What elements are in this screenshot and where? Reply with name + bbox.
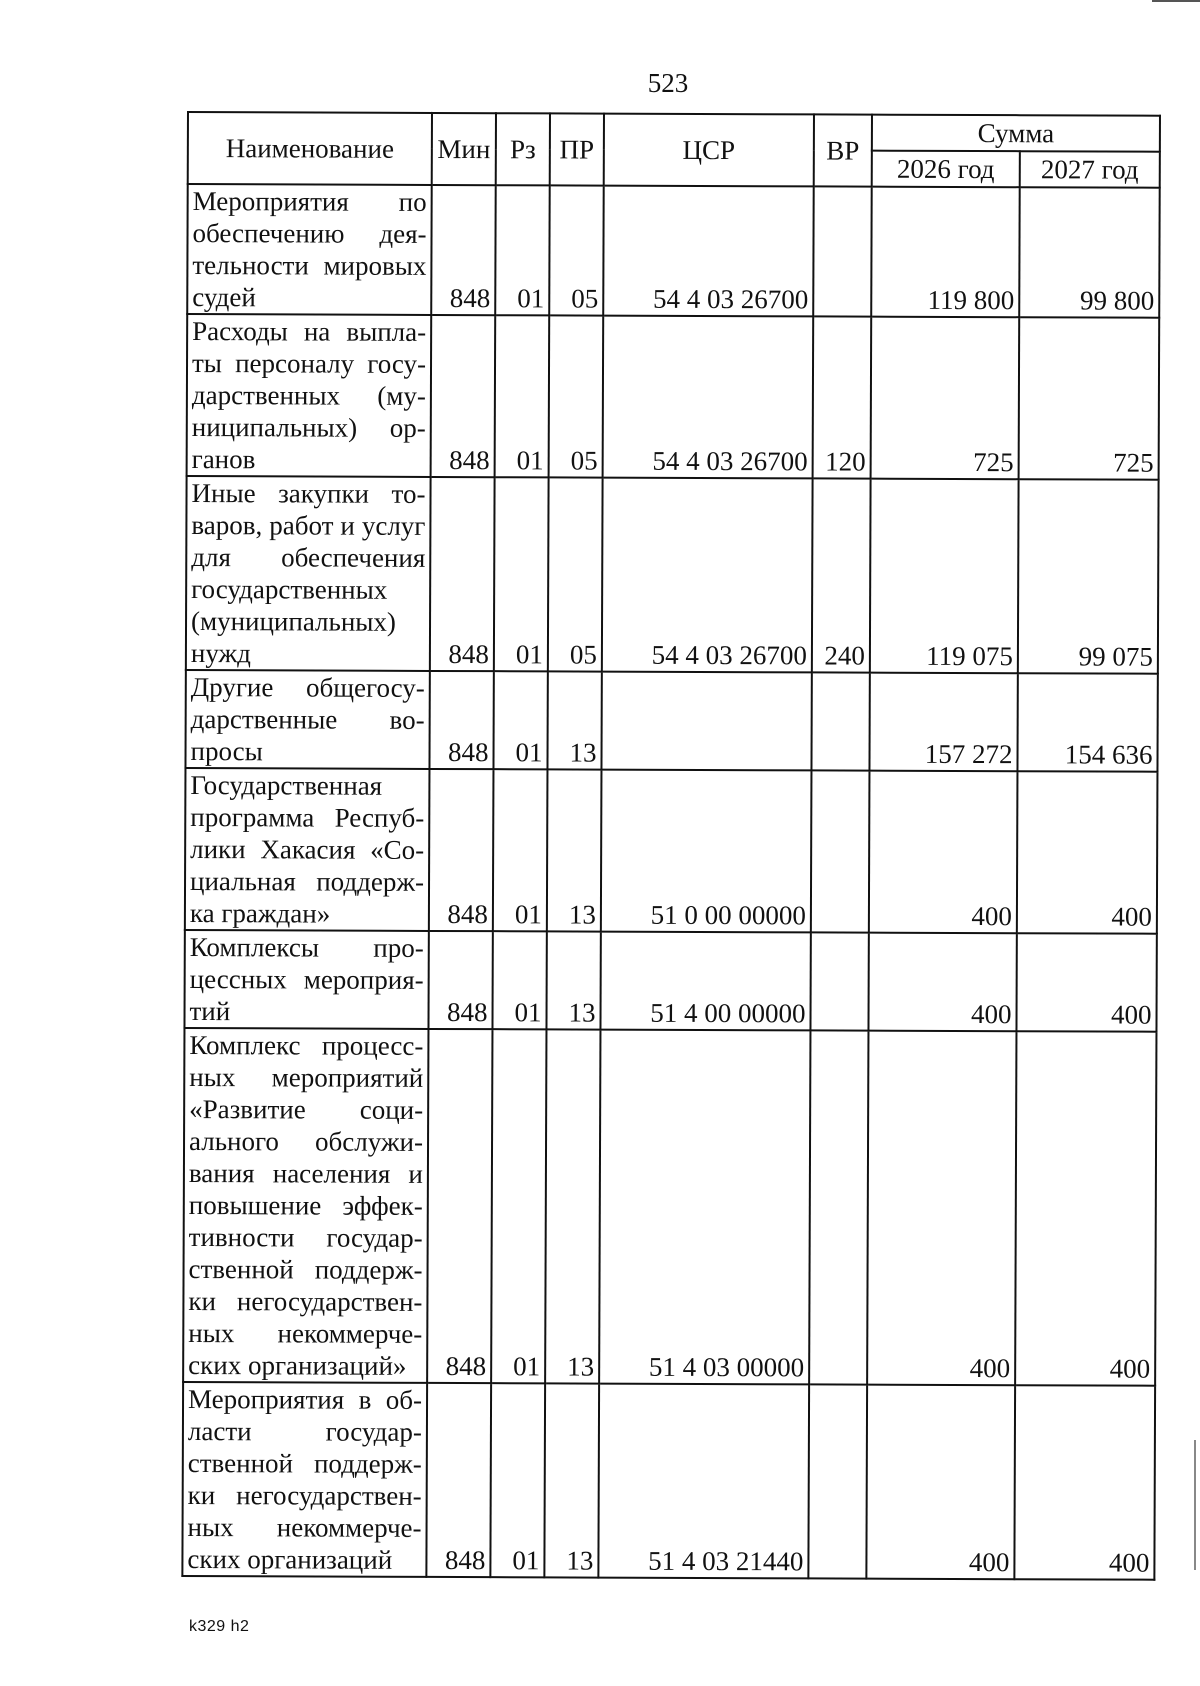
cell-pr: 13 — [545, 1029, 600, 1383]
cell-name: Мероприятия в области государственной поддержки негосударственных некоммерческих организаций — [182, 1382, 427, 1577]
table-row — [185, 768, 1158, 934]
cell-csr: 54 4 03 26700 — [603, 186, 813, 317]
header-sum: Сумма — [872, 115, 1160, 152]
cell-sum-2027: 400 — [1014, 1385, 1155, 1580]
cell-min: 848 — [430, 477, 495, 671]
cell-sum-2027: 725 — [1019, 317, 1160, 480]
header-year-2026: 2026 год — [872, 151, 1020, 188]
cell-min: 848 — [427, 1029, 492, 1383]
header-pr: ПР — [550, 113, 604, 185]
scan-edge-mark — [1152, 0, 1200, 3]
cell-sum-2027: 400 — [1017, 771, 1158, 934]
cell-sum-2026: 400 — [868, 933, 1016, 1032]
page-number: 523 — [647, 68, 689, 98]
cell-csr: 51 0 00 00000 — [601, 770, 812, 933]
cell-sum-2026: 400 — [867, 1031, 1016, 1386]
cell-sum-2026: 400 — [869, 771, 1018, 934]
cell-sum-2026: 157 272 — [869, 673, 1017, 772]
table-header — [188, 112, 1160, 188]
cell-pr: 05 — [549, 315, 604, 477]
table-row — [187, 184, 1160, 318]
cell-vr — [811, 770, 870, 932]
cell-rz: 01 — [491, 1029, 546, 1383]
cell-min: 848 — [429, 769, 494, 931]
scan-edge-mark-right — [1194, 1440, 1196, 1570]
header-name: Наименование — [188, 112, 432, 185]
cell-name: Иные закупки товаров, работ и услуг для обеспечения государственных (муниципальных) нужд — [186, 476, 431, 671]
cell-rz: 01 — [492, 931, 546, 1029]
table-body — [182, 184, 1159, 1580]
cell-pr: 13 — [547, 769, 602, 931]
cell-csr — [601, 672, 811, 771]
cell-pr: 13 — [544, 1383, 599, 1577]
footer-code: k329 h2 — [189, 1618, 250, 1635]
cell-csr: 54 4 03 26700 — [602, 478, 813, 673]
budget-table — [181, 111, 1161, 1581]
cell-name: Другие общегосударственные вопросы — [185, 670, 429, 769]
cell-min: 848 — [428, 931, 492, 1029]
table-row — [183, 1028, 1156, 1386]
cell-rz: 01 — [490, 1383, 545, 1577]
header-min: Мин — [432, 113, 496, 185]
cell-csr: 54 4 03 26700 — [603, 316, 814, 479]
table-row — [182, 1382, 1155, 1580]
table-row — [184, 930, 1156, 1032]
cell-sum-2026: 119 075 — [870, 479, 1019, 674]
header-csr: ЦСР — [604, 114, 814, 187]
table-row — [187, 314, 1160, 480]
cell-rz: 01 — [493, 769, 548, 931]
header-vr: ВР — [814, 114, 872, 186]
cell-sum-2026: 725 — [871, 317, 1020, 480]
cell-rz: 01 — [494, 477, 549, 671]
header-year-2027: 2027 год — [1020, 151, 1160, 188]
cell-min: 848 — [431, 315, 496, 477]
cell-pr: 05 — [548, 477, 603, 671]
header-rz: Рз — [496, 113, 550, 185]
cell-rz: 01 — [495, 315, 550, 477]
cell-sum-2026: 119 800 — [871, 187, 1019, 318]
cell-vr — [808, 1384, 867, 1578]
cell-pr: 13 — [546, 931, 600, 1029]
cell-name: Комплексы процессных мероприятий — [184, 930, 428, 1029]
table-row — [185, 670, 1157, 772]
cell-name: Комплекс процессных мероприятий «Развитие социального обслуживания населения и повышение эффективности государственной поддержки негосударственных некоммерческих организаций» — [183, 1028, 428, 1383]
cell-vr — [811, 672, 869, 770]
cell-vr — [810, 932, 868, 1030]
cell-name: Мероприятия по обеспечению деятельности мировых судей — [187, 184, 431, 315]
cell-name: Расходы на выплаты персоналу государственных (муниципальных) органов — [187, 314, 432, 477]
cell-vr — [809, 1030, 868, 1384]
cell-csr: 51 4 03 21440 — [598, 1384, 809, 1579]
cell-min: 848 — [426, 1383, 491, 1577]
cell-sum-2027: 400 — [1015, 1031, 1156, 1386]
cell-sum-2026: 400 — [866, 1385, 1015, 1580]
cell-vr: 240 — [812, 478, 871, 672]
cell-sum-2027: 99 800 — [1019, 187, 1160, 318]
cell-csr: 51 4 00 00000 — [600, 932, 810, 1031]
cell-sum-2027: 400 — [1016, 933, 1156, 1032]
cell-min: 848 — [429, 671, 493, 769]
cell-pr: 05 — [549, 185, 603, 315]
cell-vr: 120 — [813, 316, 872, 478]
cell-min: 848 — [431, 185, 495, 315]
cell-pr: 13 — [547, 671, 601, 769]
table-row — [186, 476, 1159, 674]
cell-name: Государственная программа Республики Хакасия «Социальная поддержка граждан» — [185, 768, 430, 931]
cell-sum-2027: 99 075 — [1018, 479, 1159, 674]
cell-sum-2027: 154 636 — [1017, 673, 1157, 772]
cell-csr: 51 4 03 00000 — [599, 1030, 810, 1385]
cell-rz: 01 — [495, 185, 549, 315]
cell-rz: 01 — [493, 671, 547, 769]
cell-vr — [813, 186, 871, 316]
